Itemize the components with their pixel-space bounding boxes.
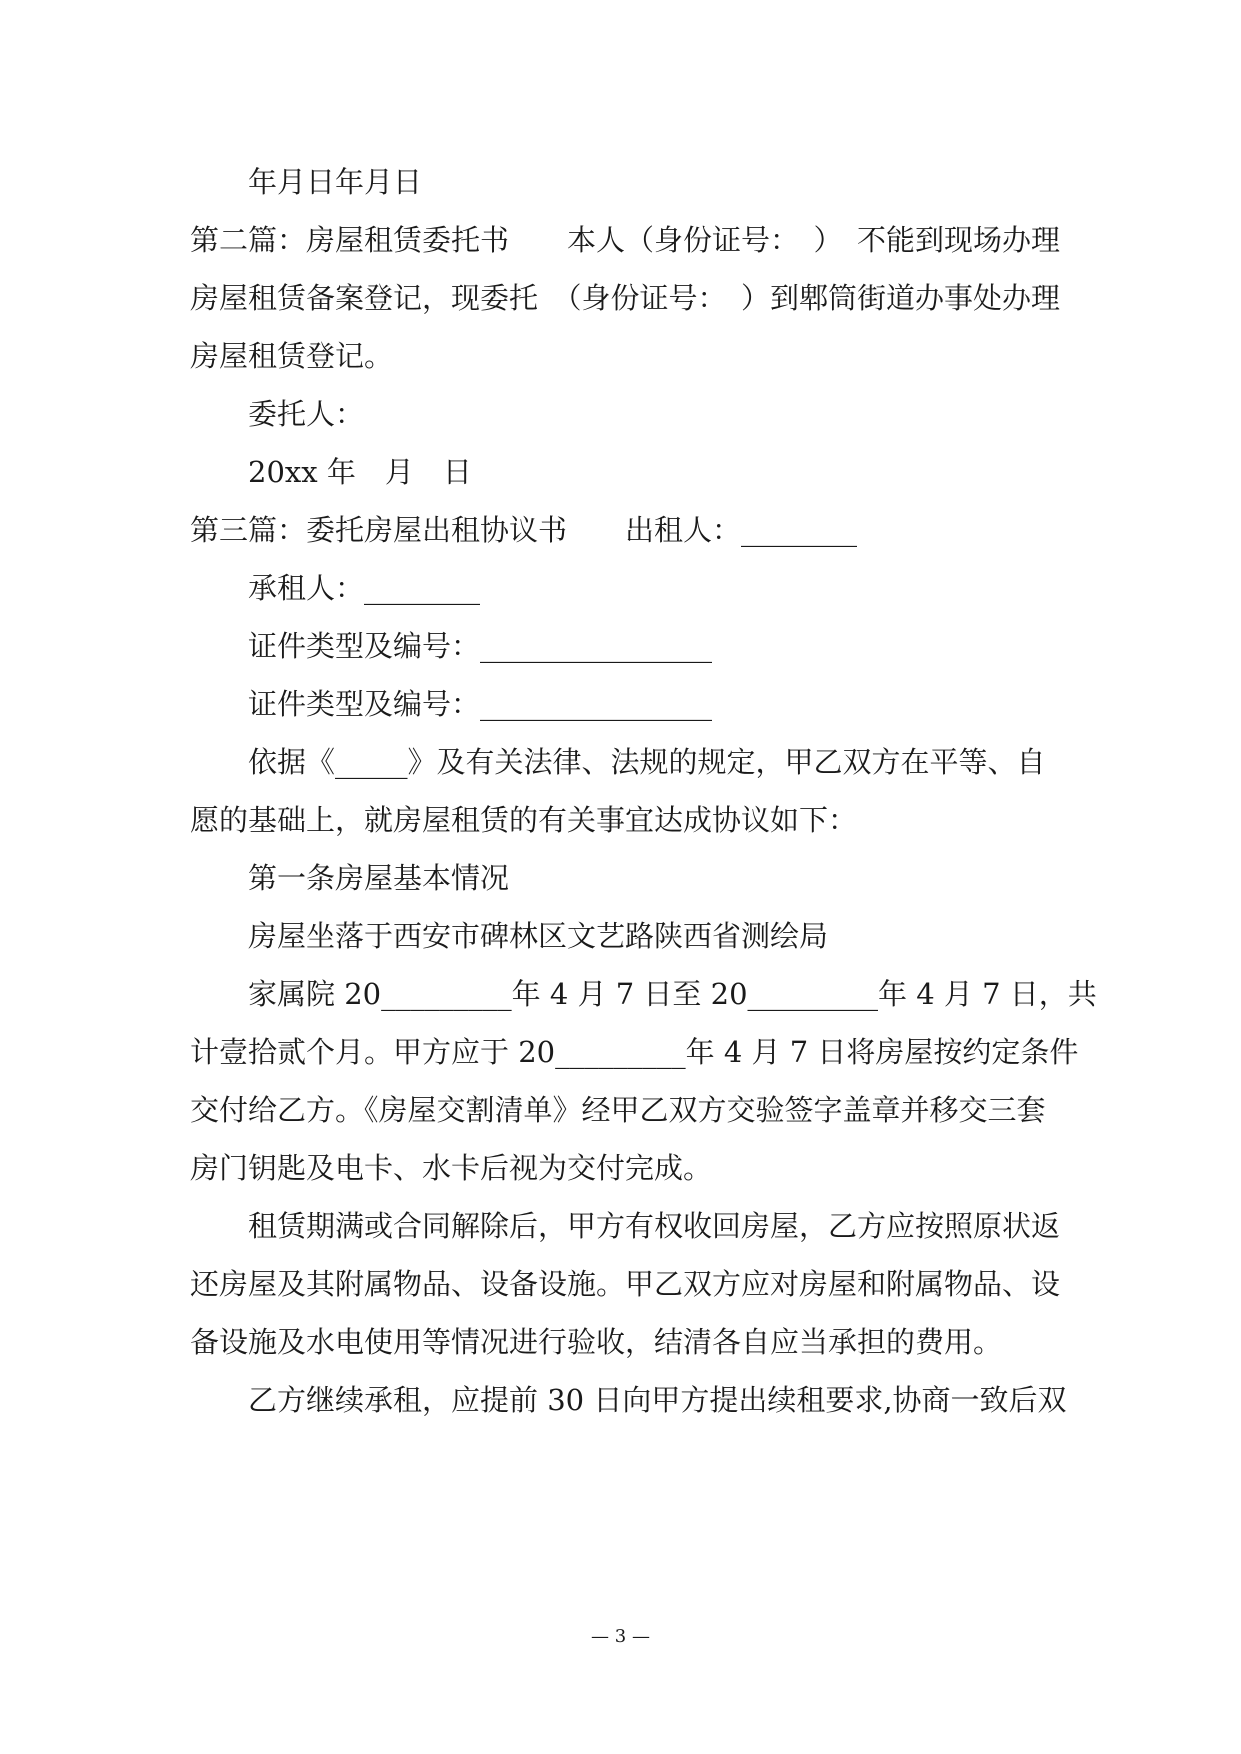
text-line: 房门钥匙及电卡、水卡后视为交付完成。 (190, 1151, 713, 1185)
text-line: 房屋租赁备案登记，现委托 （身份证号： ）到郫筒街道办事处办理 (190, 281, 1061, 315)
text-line-section-three-heading: 第三篇：委托房屋出租协议书 出租人：________ (190, 513, 858, 547)
text-line-principal: 委托人： (248, 397, 365, 431)
text-line: 租赁期满或合同解除后，甲方有权收回房屋，乙方应按照原状返 (248, 1209, 1061, 1243)
text-line-lessee: 承租人：________ (248, 571, 481, 605)
text-line-id-type: 证件类型及编号：________________ (248, 629, 713, 663)
text-line: 乙方继续承租，应提前 30 日向甲方提出续租要求,协商一致后双 (248, 1383, 1067, 1417)
text-line: 依据《_____》及有关法律、法规的规定，甲乙双方在平等、自 (248, 745, 1046, 779)
text-line-id-type: 证件类型及编号：________________ (248, 687, 713, 721)
text-line: 房屋租赁登记。 (190, 339, 394, 373)
text-line-section-two-heading: 第二篇：房屋租赁委托书 本人（身份证号： ） 不能到现场办理 (190, 223, 1061, 257)
text-line-signing-date: 20xx 年 月 日 (248, 455, 472, 489)
text-line: 备设施及水电使用等情况进行验收，结清各自应当承担的费用。 (190, 1325, 1003, 1359)
text-line: 家属院 20_________年 4 月 7 日至 20_________年 4 月 7 日，共 (248, 977, 1097, 1011)
text-line-article-one-heading: 第一条房屋基本情况 (248, 861, 510, 895)
text-line: 房屋坐落于西安市碑林区文艺路陕西省测绘局 (248, 919, 829, 953)
text-line: 还房屋及其附属物品、设备设施。甲乙双方应对房屋和附属物品、设 (190, 1267, 1061, 1301)
page-number: — 3 — (591, 1626, 650, 1647)
text-line: 愿的基础上，就房屋租赁的有关事宜达成协议如下： (190, 803, 858, 837)
text-line-date: 年月日年月日 (248, 165, 423, 199)
text-line: 计壹拾贰个月。甲方应于 20_________年 4 月 7 日将房屋按约定条件 (190, 1035, 1079, 1069)
text-line: 交付给乙方。《房屋交割清单》经甲乙双方交验签字盖章并移交三套 (190, 1093, 1046, 1127)
